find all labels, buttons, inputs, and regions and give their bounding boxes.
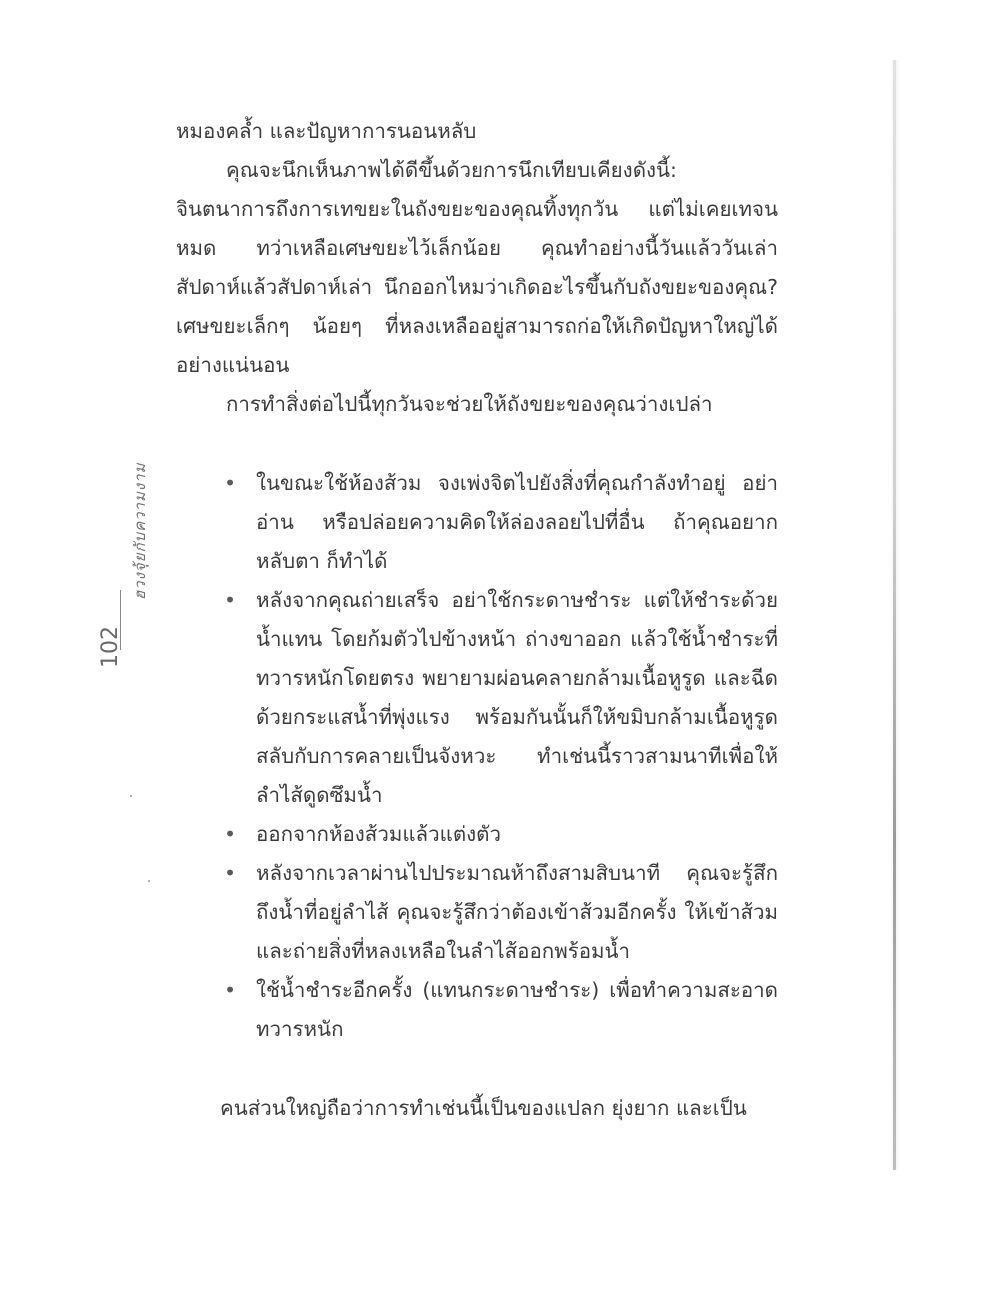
- list-item-text: ออกจากห้องส้วมแล้วแต่งตัว: [256, 822, 501, 846]
- list-item: [224, 971, 778, 1049]
- page-edge: [893, 60, 896, 1170]
- page-body: [176, 112, 778, 1128]
- scan-speck: [130, 795, 132, 797]
- list-item: [224, 815, 778, 854]
- list-item: [224, 464, 778, 581]
- spacer: [176, 424, 778, 464]
- list-item-text: ในขณะใช้ห้องส้วม จงเพ่งจิตไปยังสิ่งที่คุณกำลังทำอยู่ อย่าอ่าน หรือปล่อยความคิดให้ล่องลอยไปที่อื่น ถ้าคุณอยากหลับตา ก็ทำได้: [256, 471, 778, 573]
- bullet-icon: •: [224, 978, 237, 1002]
- paragraph-continuation: หมองคล้ำ และปัญหาการนอนหลับ: [176, 119, 477, 143]
- bullet-icon: •: [224, 822, 237, 846]
- page-sidebar: [98, 460, 150, 668]
- bullet-icon: •: [224, 588, 237, 612]
- bullet-icon: •: [224, 861, 237, 885]
- list-item-text: หลังจากคุณถ่ายเสร็จ อย่าใช้กระดาษชำระ แต่ให้ชำระด้วยน้ำแทน โดยก้มตัวไปข้างหน้า ถ่างขาออก แล้วใช้น้ำชำระที่ทวารหนักโดยตรง พยายามผ่อนคลายกล้ามเนื้อหูรูด และฉีดด้วยกระแสน้ำที่พุ่งแรง พร้อมกันนั้นก็ให้ขมิบกล้ามเนื้อหูรูดสลับกับการคลายเป็นจังหวะ ทำเช่นนี้ราวสามนาทีเพื่อให้ลำไส้ดูดซึมน้ำ: [256, 588, 778, 807]
- list-item: [224, 854, 778, 971]
- scan-speck: [148, 880, 150, 882]
- paragraph-closing: คนส่วนใหญ่ถือว่าการทำเช่นนี้เป็นของแปลก ยุ่งยาก และเป็น: [220, 1096, 747, 1120]
- list-item-text: หลังจากเวลาผ่านไปประมาณห้าถึงสามสิบนาที คุณจะรู้สึกถึงน้ำที่อยู่ลำไส้ คุณจะรู้สึกว่าต้องเข้าส้วมอีกครั้ง ให้เข้าส้วมและถ่ายสิ่งที่หลงเหลือในลำไส้ออกพร้อมน้ำ: [256, 861, 778, 963]
- bullet-icon: •: [224, 471, 237, 495]
- page-number: 102: [98, 626, 123, 668]
- running-title: ฮวงจุ้ยกับความงาม: [131, 462, 149, 600]
- bullet-list: [176, 464, 778, 1049]
- paragraph-analogy: คุณจะนึกเห็นภาพได้ดีขึ้นด้วยการนึกเทียบเคียงดังนี้: จินตนาการถึงการเทขยะในถังขยะของคุณทิ้งทุกวัน แต่ไม่เคยเทจนหมด ทว่าเหลือเศษขยะไว้เล็กน้อย คุณทำอย่างนี้วันแล้ววันเล่า สัปดาห์แล้วสัปดาห์เล่า นึกออกไหมว่าเกิดอะไรขึ้นกับถังขยะของคุณ? เศษขยะเล็กๆ น้อยๆ ที่หลงเหลืออยู่สามารถก่อให้เกิดปัญหาใหญ่ได้อย่างแน่นอน: [176, 158, 778, 377]
- paragraph-intro-list: การทำสิ่งต่อไปนี้ทุกวันจะช่วยให้ถังขยะของคุณว่างเปล่า: [226, 392, 713, 416]
- list-item-text: ใช้น้ำชำระอีกครั้ง (แทนกระดาษชำระ) เพื่อทำความสะอาดทวารหนัก: [256, 978, 778, 1041]
- list-item: [224, 581, 778, 815]
